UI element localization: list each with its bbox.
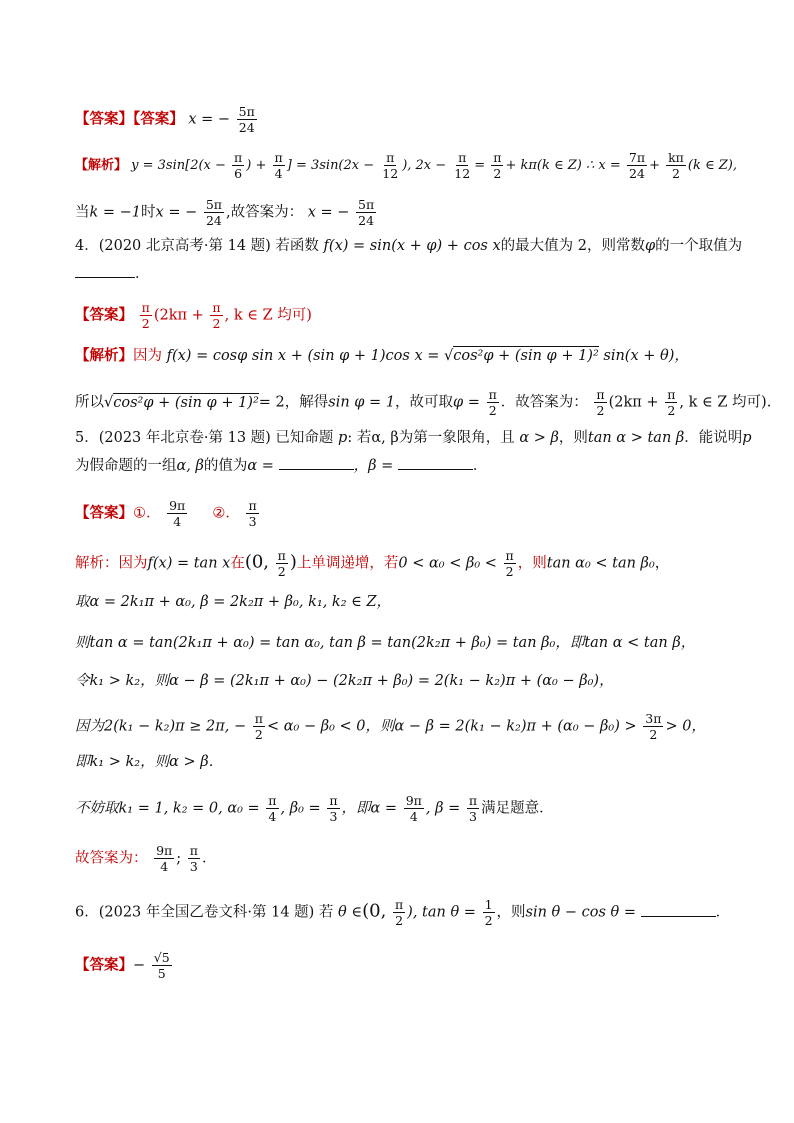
q4-blank-line: ． (75, 264, 734, 284)
q3-answer-frac: $\frac{5\pi}{24}$ (238, 104, 255, 135)
q5-stem: 5．(2023 年北京卷·第 13 题) 已知命题 p: 若α, β为第一象限角，且 α > β，则tan α > tan β．能说明p (75, 430, 752, 446)
q3-conclusion-line: 当k = −1时x = − $\frac{5\pi}{24}$ ,故答案为： x = − $\frac{5\pi}{24}$ (75, 197, 375, 228)
q3-answer-eq: x = − (188, 111, 231, 128)
q5-alpha-blank (279, 457, 354, 470)
q5-sol-7: 不妨取k₁ = 1, k₂ = 0, α₀ = $\frac{\pi}{4}$ , β₀ = $\frac{\pi}{3}$ ，即α = $\frac{9\pi}{4}$ , β = $\frac{\pi}{3}$ 满足题意． (75, 793, 554, 824)
solution-tag: 【解析】 (75, 158, 128, 173)
q5-answer-line: 【答案】①． $\frac{9\pi}{4}$ ②． $\frac{\pi}{3}$ (75, 498, 257, 529)
answer-tag-repeat: 【答案】 (133, 111, 184, 128)
q4-solution-line2: 所以√cos²φ + (sin φ + 1)²= 2，解得sin φ = 1，故可取φ = $\frac{\pi}{2}$ ．故答案为： $\frac{\pi}{2}$ (2kπ + $\frac{\pi}{2}$ , k ∈ Z 均可). (75, 387, 772, 418)
q6-answer-line: 【答案】− $\frac{√5}{5}$ (75, 950, 170, 981)
q5-sol-2: 取α = 2k₁π + α₀, β = 2k₂π + β₀, k₁, k₂ ∈ Z， (75, 594, 392, 610)
q4-answer-blank (75, 265, 135, 278)
q5-sol-3: 则tan α = tan(2k₁π + α₀) = tan α₀, tan β = tan(2k₂π + β₀) = tan β₀，即tan α < tan β， (75, 635, 696, 651)
q5-sol-1: 解析：因为f(x) = tan x在(0, $\frac{\pi}{2}$ )上单调递增，若0 < α₀ < β₀ < $\frac{\pi}{2}$ ，则tan α₀ < tan β₀， (75, 548, 670, 579)
q4-answer-line: 【答案】 $\frac{\pi}{2}$ (2kπ + $\frac{\pi}{2}$ , k ∈ Z 均可) (75, 300, 312, 331)
answer-tag: 【答案】 (75, 111, 133, 128)
q5-sol-6: 即k₁ > k₂，则α > β． (75, 754, 224, 770)
q5-sol-4: 令k₁ > k₂，则α − β = (2k₁π + α₀) − (2k₂π + β₀) = 2(k₁ − k₂)π + (α₀ − β₀)， (75, 673, 614, 689)
q5-beta-blank (398, 457, 473, 470)
q3-answer-line (75, 104, 734, 135)
q5-sol-5: 因为2(k₁ − k₂)π ≥ 2π, − $\frac{\pi}{2}$ < α₀ − β₀ < 0，则α − β = 2(k₁ − k₂)π + (α₀ − β₀) > $\frac{3\pi}{2}$ > 0， (75, 711, 706, 742)
q5-stem-line2: 为假命题的一组α, β的值为α = ，β = ． (75, 458, 488, 474)
q6-stem: 6．(2023 年全国乙卷文科·第 14 题) 若 θ ∈(0, $\frac{\pi}{2}$ ), tan θ = $\frac{1}{2}$ ，则sin θ − cos θ = ． (75, 897, 731, 928)
q3-solution-line: 【解析】 y = 3sin[2(x − $\frac{\pi}{6}$ ) + $\frac{\pi}{4}$ ] = 3sin(2x − $\frac{\pi}{12}$ ), 2x − $\frac{\pi}{12}$ = $\frac{\pi}{2}$ + kπ(k ∈ Z) ∴ x = $\frac{7\pi}{24}$ + $\frac{k\pi}{2}$ (k ∈ Z), (75, 150, 737, 181)
q4-stem: 4．(2020 北京高考·第 14 题) 若函数 f(x) = sin(x + φ) + cos x的最大值为 2，则常数φ的一个取值为 (75, 238, 743, 254)
q6-answer-blank (641, 904, 716, 917)
q4-solution-line: 【解析】因为 f(x) = cosφ sin x + (sin φ + 1)cos x = √cos²φ + (sin φ + 1)² sin(x + θ)， (75, 348, 689, 364)
q5-sol-8: 故答案为： $\frac{9\pi}{4}$ ; $\frac{\pi}{3}$ ． (75, 843, 217, 874)
